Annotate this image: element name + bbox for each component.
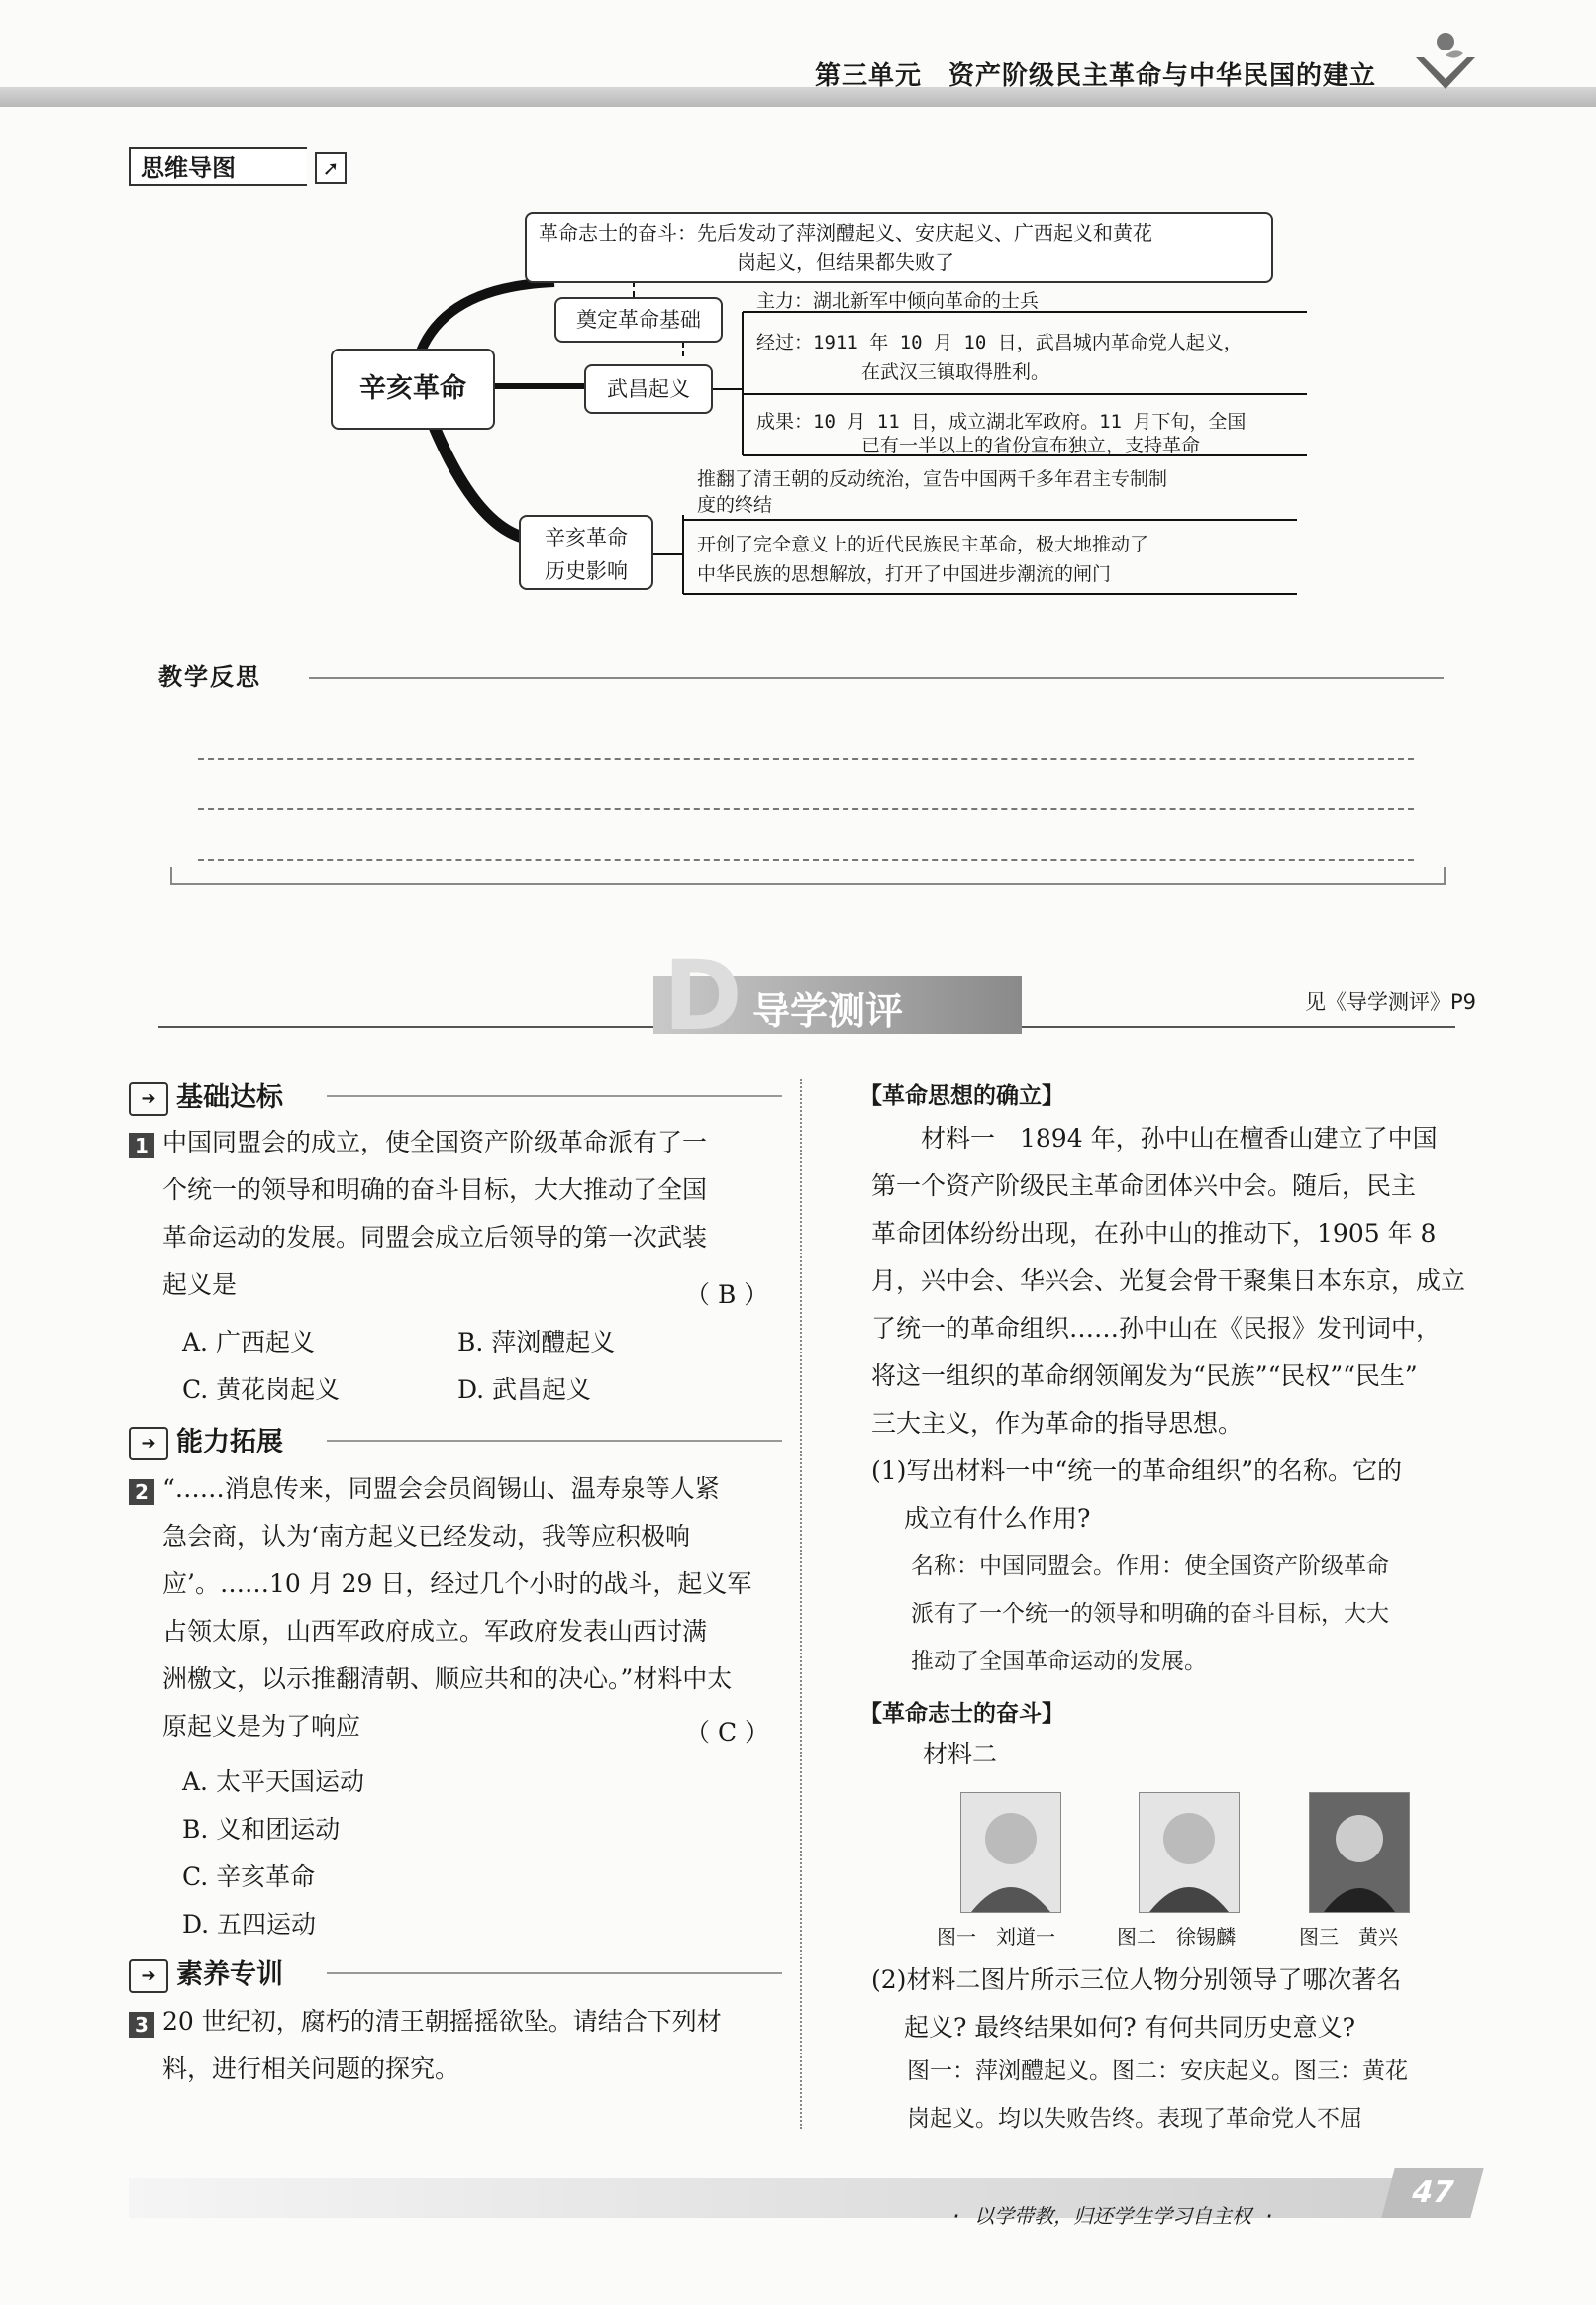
- portrait-xu-xilin: [1139, 1792, 1240, 1913]
- q1-answer: （ B ）: [685, 1280, 769, 1309]
- q1-line-2: 个统一的领导和明确的奋斗目标，大大推动了全国: [162, 1175, 708, 1204]
- answer2-line-1: 图一：萍浏醴起义。图二：安庆起义。图三：黄花: [907, 2058, 1408, 2084]
- section-d-title: 导学测评: [752, 989, 904, 1033]
- branch-foundation: 奠定革命基础: [554, 297, 723, 343]
- section-d-letter: D: [663, 941, 743, 1052]
- impact2-line1: 开创了完全意义上的近代民族民主革命，极大地推动了: [697, 534, 1149, 555]
- struggle-note-line2: 岗起义，但结果都失败了: [737, 251, 954, 274]
- process-line1: 经过：1911 年 10 月 10 日，武昌城内革命党人起义，: [756, 332, 1243, 353]
- arrow-icon: ➔: [129, 1082, 168, 1116]
- reflection-label: 教学反思: [158, 663, 261, 691]
- answer1-line-2: 派有了一个统一的领导和明确的奋斗目标，大大: [911, 1601, 1389, 1627]
- answer1-line-3: 推动了全国革命运动的发展。: [911, 1649, 1207, 1674]
- branch-wuchang: 武昌起义: [584, 364, 713, 414]
- material1-line-2: 第一个资产阶级民主革命团体兴中会。随后，民主: [871, 1171, 1417, 1200]
- mindmap-center: 辛亥革命: [331, 349, 495, 430]
- q2-line-3: 应’。……10 月 29 日，经过几个小时的战斗，起义军: [162, 1569, 752, 1598]
- section-ability-rule: [327, 1440, 782, 1442]
- reflection-line-2: [198, 808, 1414, 810]
- portrait-huang-xing: [1309, 1792, 1410, 1913]
- impact1-line1: 推翻了清王朝的反动统治，宣告中国两千多年君主专制制: [697, 468, 1168, 490]
- q1-number: 1: [129, 1133, 154, 1158]
- section-literacy-heading: [129, 1953, 283, 1993]
- q2-option-b: B. 义和团运动: [182, 1815, 341, 1844]
- question1-line-1: (1)写出材料一中“统一的革命组织”的名称。它的: [871, 1456, 1402, 1485]
- q2-line-4: 占领太原，山西军政府成立。军政府发表山西讨满: [162, 1617, 708, 1646]
- q1-option-c: C. 黄花岗起义: [182, 1375, 341, 1404]
- section-ability-label: 能力拓展: [176, 1427, 283, 1457]
- q2-option-d: D. 五四运动: [182, 1910, 317, 1939]
- q3-number: 3: [129, 2012, 154, 2038]
- footer-slogan: · 以学带教，归还学生学习自主权 ·: [950, 2204, 1276, 2228]
- reflection-line-3: [198, 859, 1414, 861]
- impact1-line2: 度的终结: [697, 494, 773, 516]
- unit-title: 第三单元 资产阶级民主革命与中华民国的建立: [814, 61, 1376, 91]
- portrait-liu-daoyi: [960, 1792, 1061, 1913]
- q2-line-6: 原起义是为了响应: [162, 1712, 361, 1741]
- caption-figure1: 图一 刘道一: [937, 1925, 1055, 1949]
- caption-figure3: 图三 黄兴: [1299, 1925, 1398, 1949]
- q2-line-2: 急会商，认为‘南方起义已经发动，我等应积极响: [162, 1522, 690, 1551]
- section-basic-rule: [327, 1095, 782, 1097]
- struggle-note-line1: 革命志士的奋斗：先后发动了萍浏醴起义、安庆起义、广西起义和黄花: [539, 221, 1152, 245]
- expand-icon: ➚: [315, 152, 347, 184]
- q2-answer: （ C ）: [685, 1718, 770, 1747]
- section-ability-heading: [129, 1420, 283, 1460]
- result-line2: 已有一半以上的省份宣布独立，支持革命: [861, 435, 1201, 456]
- q1-option-d: D. 武昌起义: [457, 1375, 592, 1404]
- reflection-line-1: [198, 758, 1414, 760]
- question1-line-2: 成立有什么作用?: [871, 1504, 1091, 1533]
- section-d-reference: 见《导学测评》P9: [1305, 990, 1477, 1014]
- column-divider: [800, 1079, 802, 2129]
- q3-line-2: 料，进行相关问题的探究。: [162, 2054, 460, 2083]
- q2-option-a: A. 太平天国运动: [182, 1767, 364, 1796]
- arrow-icon: ➔: [129, 1427, 168, 1460]
- section-basic-heading: [129, 1075, 283, 1116]
- material2-label: 材料二: [923, 1740, 998, 1768]
- q2-option-c: C. 辛亥革命: [182, 1862, 316, 1891]
- branch-impact-line2: 历史影响: [545, 559, 628, 583]
- q3-line-1: 20 世纪初，腐朽的清王朝摇摇欲坠。请结合下列材: [162, 2007, 722, 2036]
- section-literacy-label: 素养专训: [176, 1959, 283, 1990]
- material1-line-6: 将这一组织的革命纲领阐发为“民族”“民权”“民生”: [871, 1361, 1418, 1390]
- q2-line-1: “……消息传来，同盟会会员阎锡山、温寿泉等人紧: [162, 1474, 720, 1503]
- material1-line-3: 革命团体纷纷出现，在孙中山的推动下，1905 年 8: [871, 1219, 1437, 1248]
- q2-number: 2: [129, 1479, 154, 1505]
- question2-line-2: 起义? 最终结果如何? 有何共同历史意义?: [871, 2013, 1356, 2042]
- result-line1: 成果：10 月 11 日，成立湖北军政府。11 月下旬，全国: [756, 411, 1247, 433]
- q1-option-a: A. 广西起义: [182, 1328, 315, 1356]
- process-line2: 在武汉三镇取得胜利。: [861, 361, 1050, 383]
- material1-line-7: 三大主义，作为革命的指导思想。: [871, 1409, 1244, 1438]
- question2-line-1: (2)材料二图片所示三位人物分别领导了哪次著名: [871, 1965, 1402, 1994]
- answer2-line-2: 岗起义。均以失败告终。表现了革命党人不屈: [907, 2106, 1362, 2132]
- branch-impact-line1: 辛亥革命: [545, 526, 628, 550]
- reflection-underline: [309, 677, 1444, 679]
- arrow-icon: ➔: [129, 1959, 168, 1993]
- right-heading-thought: 【革命思想的确立】: [859, 1083, 1064, 1109]
- q1-line-4: 起义是: [162, 1270, 238, 1299]
- struggle-note-box: [525, 212, 1273, 283]
- right-heading-struggle: 【革命志士的奋斗】: [859, 1701, 1064, 1727]
- material1-line-5: 了统一的革命组织……孙中山在《民报》发刊词中，: [871, 1314, 1442, 1343]
- impact2-line2: 中华民族的思想解放，打开了中国进步潮流的闸门: [697, 563, 1112, 585]
- answer1-line-1: 名称：中国同盟会。作用：使全国资产阶级革命: [911, 1553, 1389, 1579]
- q1-line-1: 中国同盟会的成立，使全国资产阶级革命派有了一: [162, 1128, 708, 1156]
- reflection-bracket: [170, 867, 1446, 885]
- mindmap-label: 思维导图: [129, 147, 307, 186]
- material1-line-1: 材料一 1894 年，孙中山在檀香山建立了中国: [871, 1124, 1438, 1152]
- page-number: 47: [1381, 2168, 1483, 2218]
- material1-line-4: 月，兴中会、华兴会、光复会骨干聚集日本东京，成立: [871, 1266, 1466, 1295]
- q1-option-b: B. 萍浏醴起义: [457, 1328, 616, 1356]
- caption-figure2: 图二 徐锡麟: [1117, 1925, 1236, 1949]
- main-force: 主力：湖北新军中倾向革命的士兵: [756, 290, 1040, 312]
- q2-line-5: 洲檄文，以示推翻清朝、顺应共和的决心。”材料中太: [162, 1664, 733, 1693]
- section-basic-label: 基础达标: [176, 1082, 283, 1113]
- section-literacy-rule: [327, 1972, 782, 1974]
- q1-line-3: 革命运动的发展。同盟会成立后领导的第一次武装: [162, 1223, 708, 1252]
- branch-impact: [519, 515, 653, 590]
